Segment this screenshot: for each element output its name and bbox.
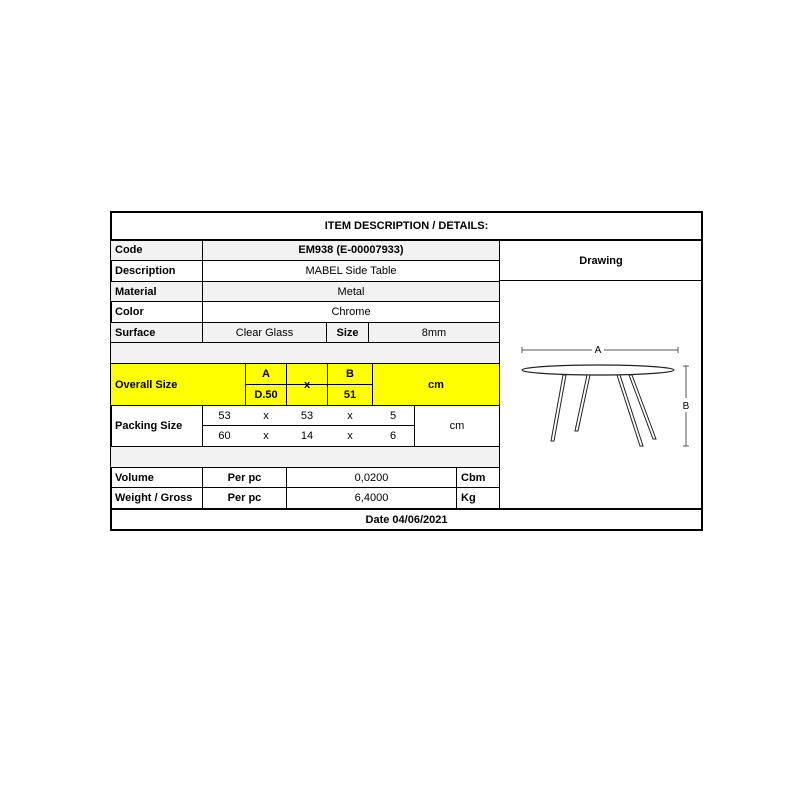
weight-label: Weight / Gross: [115, 492, 193, 504]
color-value: Chrome: [331, 306, 371, 318]
overall-b-value: 51: [343, 389, 357, 401]
table-leg: [575, 375, 590, 431]
overall-a-label: A: [262, 368, 270, 380]
overall-a-value: D.50: [254, 389, 278, 401]
surface-value: Clear Glass: [235, 326, 294, 339]
packing-row2-a: 60: [218, 430, 231, 442]
color-label: Color: [115, 306, 144, 318]
description-label: Description: [115, 265, 176, 277]
rule-h: [110, 342, 500, 343]
table-leg: [617, 375, 643, 446]
overall-b-label: B: [346, 368, 354, 380]
packing-row1-a: 53: [218, 409, 231, 422]
packing-row2-x1: x: [263, 430, 269, 442]
packing-row1-b: 53: [300, 409, 314, 422]
spacer-row-shade: [111, 343, 500, 363]
size-label: Size: [336, 326, 359, 339]
dimension-a-label: A: [594, 345, 602, 356]
volume-per: Per pc: [227, 471, 262, 484]
overall-x: x: [303, 378, 311, 391]
table-title: ITEM DESCRIPTION / DETAILS:: [324, 220, 489, 232]
packing-row2-c: 6: [389, 430, 397, 442]
size-value: 8mm: [421, 326, 447, 339]
footer-date: Date 04/06/2021: [365, 514, 448, 526]
table-leg: [629, 375, 656, 439]
surface-label: Surface: [115, 326, 156, 339]
packing-row1-x2: x: [347, 409, 353, 422]
packing-row1-c: 5: [389, 409, 397, 422]
volume-unit: Cbm: [461, 471, 486, 484]
table-top: [522, 365, 674, 375]
description-value: MABEL Side Table: [305, 265, 397, 277]
drawing-title: Drawing: [579, 254, 623, 267]
spacer-row-2-shade: [111, 446, 500, 467]
packing-row2-b: 14: [300, 430, 314, 442]
packing-row2-x2: x: [347, 430, 353, 442]
code-label: Code: [115, 244, 143, 256]
code-value: EM938 (E-00007933): [298, 244, 404, 256]
packing-unit: cm: [449, 420, 465, 432]
rule-h: [110, 446, 500, 447]
weight-value: 6,4000: [354, 492, 389, 504]
volume-value: 0,0200: [354, 471, 389, 484]
overall-size-label: Overall Size: [115, 378, 178, 391]
weight-per: Per pc: [227, 492, 262, 504]
material-label: Material: [115, 285, 157, 298]
table-leg: [551, 375, 566, 441]
material-value: Metal: [337, 285, 365, 298]
packing-row1-x1: x: [263, 409, 269, 422]
weight-unit: Kg: [461, 492, 476, 504]
packing-size-label: Packing Size: [115, 420, 183, 432]
volume-label: Volume: [115, 471, 154, 484]
side-table-drawing: [500, 281, 702, 508]
overall-unit: cm: [428, 378, 444, 391]
dimension-b-label: B: [682, 401, 690, 412]
